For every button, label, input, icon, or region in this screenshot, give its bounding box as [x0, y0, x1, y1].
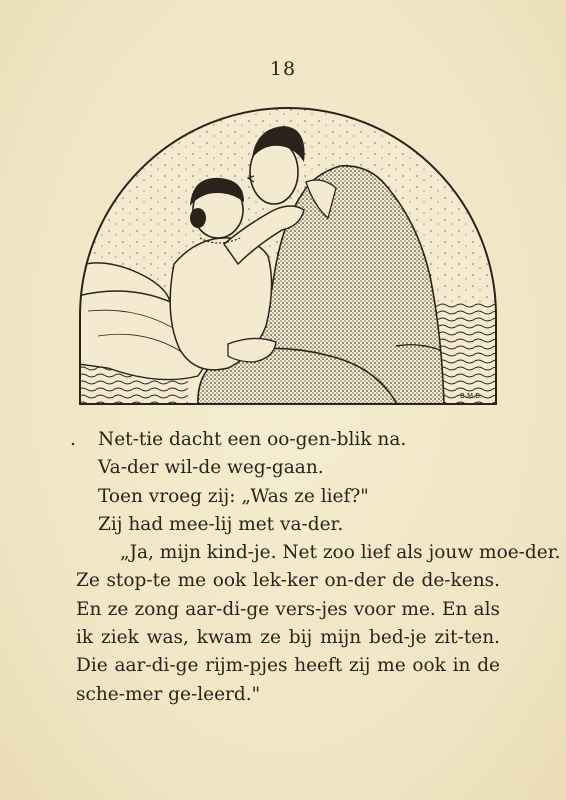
- text-line-10: sche-mer ge-leerd.": [76, 683, 261, 705]
- text-line-8: ik ziek was, kwam ze bij mijn bed-je zit-ten.: [76, 627, 500, 649]
- page-number: 18: [269, 58, 297, 80]
- text-line-7: En ze zong aar-di-ge vers-jes voor me. En als: [76, 598, 500, 620]
- text-line-5: „Ja, mijn kind-je. Net zoo lief als jouw moe-der.: [120, 542, 561, 564]
- text-line-4: Zij had mee-lij met va-der.: [98, 513, 344, 535]
- text-line-2: Va-der wil-de weg-gaan.: [98, 457, 324, 479]
- story-text: [70, 426, 561, 709]
- text-line-9: Die aar-di-ge rijm-pjes heeft zij me ook in de: [76, 655, 500, 677]
- text-line-3: Toen vroeg zij: „Was ze lief?": [98, 485, 369, 507]
- text-line-1: . Net-tie dacht een oo-gen-blik na.: [70, 429, 407, 450]
- illustration: [78, 106, 498, 406]
- text-line-6: Ze stop-te me ook lek-ker on-der de de-kens.: [76, 570, 500, 592]
- monogram: B.M.B.: [460, 392, 483, 400]
